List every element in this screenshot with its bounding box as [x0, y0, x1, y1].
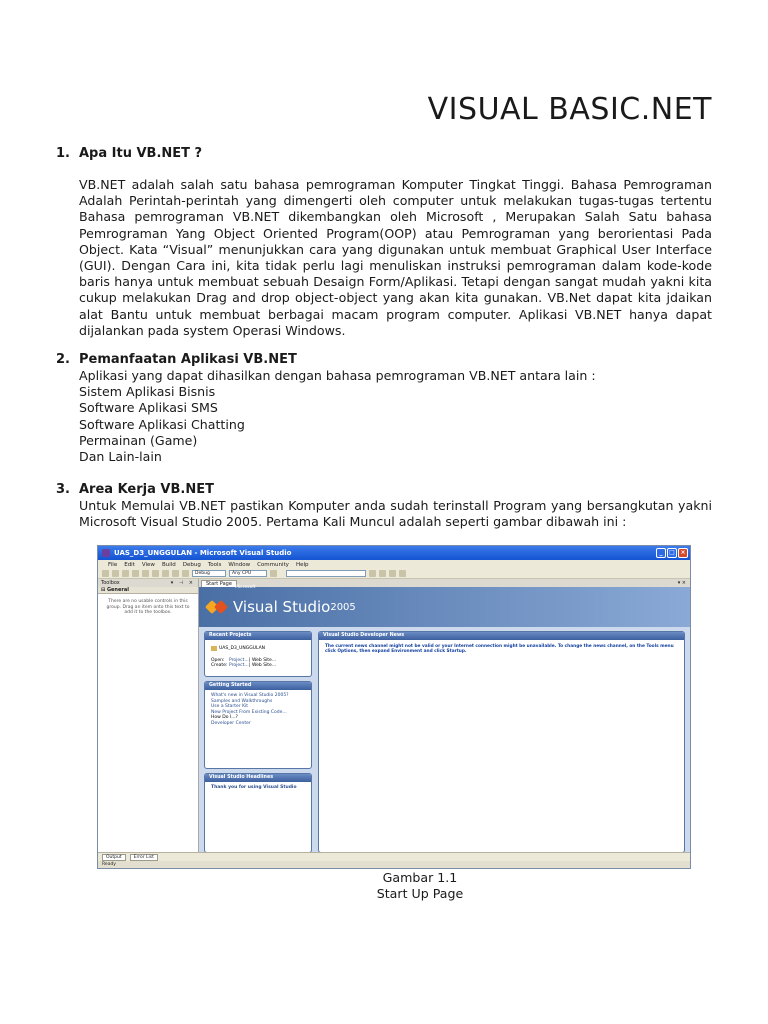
vs-banner — [199, 587, 690, 627]
create-project-link: Project... — [229, 663, 249, 668]
pin-icon: ▾ ⊣ × — [170, 580, 195, 586]
list-item: Software Aplikasi Chatting — [79, 416, 245, 432]
section-heading-2 — [56, 352, 297, 367]
brand-year: 2005 — [330, 601, 356, 613]
toolbox-group-label: General — [106, 587, 129, 593]
developer-news-header: Visual Studio Developer News — [319, 632, 684, 640]
headlines-text: Thank you for using Visual Studio — [211, 785, 297, 790]
visual-studio-screenshot — [97, 545, 691, 869]
maximize-icon: □ — [667, 548, 677, 558]
save-icon — [122, 570, 129, 577]
platform-combo: Any CPU — [229, 570, 267, 577]
menu-window: Window — [228, 561, 251, 568]
menu-view: View — [141, 561, 155, 568]
developer-news-box — [318, 631, 685, 853]
vs-toolbar — [98, 569, 690, 579]
open-label: Open: — [211, 657, 225, 663]
find-icon — [270, 570, 277, 577]
list-intro: Aplikasi yang dapat dihasilkan dengan bahasa pemrograman VB.NET antara lain : — [79, 368, 596, 383]
recent-projects-box — [204, 631, 312, 677]
collapse-icon: ⊟ — [101, 587, 107, 593]
find-combo — [286, 570, 366, 577]
open-project-link: Project... — [229, 657, 249, 663]
getting-started-link: Samples and Walkthroughs — [211, 698, 273, 704]
menu-debug: Debug — [182, 561, 201, 568]
redo-icon — [172, 570, 179, 577]
menu-community: Community — [257, 561, 289, 568]
paste-icon — [152, 570, 159, 577]
brand-microsoft: Microsoft — [235, 585, 256, 590]
vs-workspace — [98, 579, 690, 852]
copy-icon — [142, 570, 149, 577]
create-label: Create: — [211, 663, 228, 668]
properties-icon — [379, 570, 386, 577]
section-number: 3. — [56, 482, 70, 497]
getting-started-link: What's new in Visual Studio 2005? — [211, 693, 289, 698]
recent-projects-header: Recent Projects — [205, 632, 311, 640]
vs-app-icon — [102, 549, 110, 557]
visual-studio-logo-icon — [207, 599, 229, 615]
toolbox-pane — [98, 579, 199, 852]
start-page-content — [199, 627, 690, 852]
open-website-link: | Web Site... — [249, 657, 277, 663]
section-number: 1. — [56, 146, 70, 161]
brand-name: Visual Studio — [233, 598, 331, 616]
list-item: Sistem Aplikasi Bisnis — [79, 384, 216, 400]
section-title: Area Kerja VB.NET — [79, 482, 214, 497]
close-icon: × — [678, 548, 688, 558]
vs-titlebar — [98, 546, 690, 560]
project-icon — [211, 646, 217, 651]
menu-file: File — [108, 561, 118, 568]
headlines-box — [204, 773, 312, 853]
solution-explorer-icon — [369, 570, 376, 577]
undo-icon — [162, 570, 169, 577]
toolbox-title: Toolbox — [101, 580, 120, 586]
developer-news-text: The current news channel might not be valid or your Internet connection might be unavailable. To change the news channel, on the Tools menu click Options, then expand Environment and click Startup. — [325, 644, 674, 654]
start-icon — [182, 570, 189, 577]
section-title: Apa Itu VB.NET ? — [79, 146, 203, 161]
page-title: VISUAL BASIC.NET — [427, 92, 712, 127]
application-list — [79, 368, 596, 465]
editor-area — [199, 579, 690, 852]
toolbox-icon — [399, 570, 406, 577]
menu-edit: Edit — [124, 561, 135, 568]
list-item: Dan Lain-lain — [79, 449, 162, 465]
vs-menubar — [98, 560, 690, 569]
tab-start-page: Start Page — [201, 580, 237, 587]
menu-tools: Tools — [207, 561, 222, 568]
getting-started-header: Getting Started — [205, 682, 311, 690]
getting-started-link: Use a Starter Kit — [211, 704, 249, 709]
section-heading-1 — [56, 146, 202, 161]
list-item: Permainan (Game) — [79, 432, 198, 448]
bottom-tool-tabs — [98, 852, 690, 861]
menu-help: Help — [295, 561, 309, 568]
headlines-header: Visual Studio Headlines — [205, 774, 311, 782]
toolbox-empty-message: There are no usable controls in this group. Drag an item onto this text to add it to the toolbox. — [106, 599, 190, 615]
getting-started-link: New Project From Existing Code... — [211, 709, 287, 715]
recent-project-name: UAS_D3_UNGGULAN — [219, 646, 266, 651]
cut-icon — [132, 570, 139, 577]
vs-window-title: UAS_D3_UNGGULAN - Microsoft Visual Studio — [114, 549, 292, 557]
create-website-link: | Web Site... — [249, 663, 277, 668]
new-project-icon — [102, 570, 109, 577]
section-number: 2. — [56, 352, 70, 367]
tab-close-icon: ▾ × — [677, 580, 686, 586]
status-bar: Ready — [98, 861, 690, 868]
open-icon — [112, 570, 119, 577]
document-tabs — [199, 579, 690, 587]
figure-number: Gambar 1.1 — [382, 870, 458, 885]
tab-error-list: Error List — [130, 854, 158, 861]
recent-project-item — [211, 646, 305, 652]
toolbox-group-general — [98, 587, 198, 594]
getting-started-link: Developer Center — [211, 720, 251, 726]
section-heading-3 — [56, 482, 214, 497]
minimize-icon: _ — [656, 548, 666, 558]
menu-build: Build — [161, 561, 176, 568]
getting-started-box — [204, 681, 312, 769]
paragraph-vbnet-definition: VB.NET adalah salah satu bahasa pemrograman Komputer Tingkat Tinggi. Bahasa Pemrograman Adalah Perintah-perintah yang dimengerti oleh computer untuk melakukan tugas-tugas tertentu Bahasa pemrograman VB.NET dikembangkan oleh Microsoft , Merupakan Salah Satu bahasa Pemrograman Yang Object Oriented Program(OOP) atau Pemrograman yang berorientasi Pada Object. Kata “Visual” menunjukkan cara yang digunakan untuk membuat Graphical User Interface (GUI). Dengan Cara ini, kita tidak perlu lagi menuliskan instruksi pemrograman dalam kode-kode baris hanya untuk membuat sebuah Desaign Form/Aplikasi. Tetapi dengan sangat mudah yakni kita cukup melakukan Drag and drop object-object yang akan kita gunakan. VB.Net dapat kita jdaikan alat Bantu untuk membuat berbagai macam program computer. Aplikasi VB.NET hanya dapat dijalankan pada system Operasi Windows. — [79, 177, 712, 338]
tab-output: Output — [102, 854, 126, 861]
object-browser-icon — [389, 570, 396, 577]
create-row — [211, 663, 305, 669]
getting-started-link: How Do I...? — [211, 715, 238, 720]
paragraph-workspace-intro: Untuk Memulai VB.NET pastikan Komputer anda sudah terinstall Program yang bersangkutan yakni Microsoft Visual Studio 2005. Pertama Kali Muncul adalah seperti gambar dibawah ini : — [79, 498, 712, 530]
config-combo: Debug — [192, 570, 226, 577]
figure-title: Start Up Page — [376, 886, 464, 902]
figure-caption — [250, 870, 590, 902]
list-item: Software Aplikasi SMS — [79, 400, 218, 416]
toolbox-header — [98, 579, 198, 587]
section-title: Pemanfaatan Aplikasi VB.NET — [79, 352, 297, 367]
